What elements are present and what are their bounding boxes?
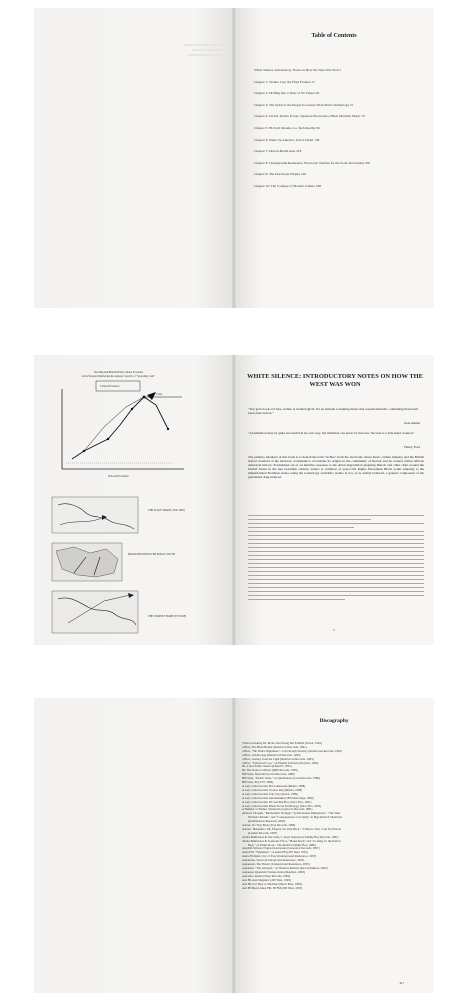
toc-entry: Chapter 4: Global Techno Power: Japanese Electronica, Black Machine Music 70	[254, 114, 365, 119]
discography-entry: 69, 4 Jazz Funk Classics (Planet E, 1991)	[242, 765, 292, 769]
discography-entry: 808 State, "Pacific State," on Quadrastate (Creed Records, 1989)	[242, 777, 320, 781]
book-spread-discography	[34, 698, 434, 993]
discography-entry: A Guy Called Gerald, Voodoo Ray (Rham!, 1988)	[242, 788, 303, 792]
chapter-page	[234, 355, 434, 645]
map-label-journey-home: THE JOURNEY HOME (FUTURE)	[148, 615, 187, 618]
discography-entry: 808 State, 90 (ZTT, 1989)	[242, 781, 274, 785]
figure-page	[34, 355, 234, 645]
discography-entry: A Guy Called Gerald, Trip City (Avatar, 1989)	[242, 792, 298, 796]
discography-entry: Afrika Bambaataa & Soulsonic Force, "Planet Rock" and "Looking for the Perfect	[242, 839, 341, 843]
blank-left-page	[34, 8, 234, 308]
figure-label-cyber: Cyber	[156, 393, 163, 396]
toc-entry: White Silence: Introductory Notes on How the West Was Won 5	[254, 68, 341, 72]
discography-entry: A Guy Called Gerald, 28 Gun Bad Boy (Juice Box, 1991)	[242, 800, 312, 804]
discography-entry: 4 Hero, "Universal Love," on Parallel Universe (Polydor, 1994)	[242, 761, 319, 765]
toc-entry: Chapter 1: Techno City, the Final Frontier 17	[254, 79, 316, 84]
discography-title: Discography	[319, 718, 349, 724]
epigraph-attribution: Juan Atkins	[404, 421, 420, 425]
discography-entry: Afrika Bambaataa & The Jazzy 5, Jazzy Sensation (Tommy Boy Records, 1981)	[242, 835, 339, 839]
evolution-chart-figure	[44, 367, 220, 485]
page-number: 5	[333, 628, 335, 632]
discography-entry: Alien FM, "Nightman," on Alien FM (430 West, 1991)	[242, 851, 308, 855]
discography-entry: Beat," on Planet Rock - The Album (Tommy Boy, 1986)	[248, 843, 316, 847]
blank-left-page	[34, 698, 234, 993]
discography-entry: Aux 88, Aux Magnetic (430 West, 1993)	[242, 878, 291, 882]
discography-entry: 4 Hero, "Mr. Kirk's Nightmare," on In Rough Territory (Reinforced Records, 1991)	[242, 749, 342, 753]
discography-entry: Aquanaut, Quantum Transportation (Rephlex, 2003)	[242, 870, 305, 874]
figure-heading: in the Western Manifesting Recognized Capacity of "Spreading Cash"	[82, 375, 155, 378]
toc-entry: Chapter 2: Drifting Into a Time of No Future 26	[254, 91, 320, 96]
discography-entry: A Guy Called Gerald, Black Secret Technology (Juice Box, 1995)	[242, 804, 322, 808]
discography-entry: 4 Hero, Golden Age (Reinforced Records, 1993)	[242, 753, 301, 757]
discography-entry: Autechre, Amber (Warp Records, 1994)	[242, 874, 290, 878]
toc-entry: Chapter 10: The Collapse of Modern Culture 348	[254, 183, 321, 188]
discography-entry: Aux 88, Is it Man or Machine (Direct Beat, 1996)	[242, 882, 302, 886]
evolution-chart	[44, 367, 220, 485]
discography-entry: 3 Piece featuring Dr. Motte, Der Klang Der Familie (Tresor, 1992)	[242, 742, 322, 745]
discography-entry: Aquanaut, "The Analysis," on Wireless Internet (Record Makers, 2002)	[242, 867, 328, 870]
body-paragraph: The primary intention of this book is to detach the term "techno" from the electronic dance music culture industry and the British lexical standard of the hardcore continuum to reconsider its origins in the community of Detroit and its context within African American history. Formulated out of an intuitive response to the urban degradation plaguing Detroit and other cities around the United States in the late twentieth century, techno is evidence of post-Civil Rights Movement Black youth adapting to the industrialized Northern states, using the technology available; techno is not, as is widely believed, a generic component of the globalized drug-induced	[248, 455, 424, 480]
migration-maps	[44, 495, 220, 637]
show-through-text	[188, 54, 228, 56]
toc-entry: Chapter 6: Wake Up America, You're Dead! 148	[254, 137, 320, 142]
map-label-migration: MIGRATION FROM THE RURAL SOUTH	[128, 553, 175, 556]
epigraph-quote: "You gotta look at it like, techno is technological. It's an attitude to making music that sounds futuristic, something that hasn't been done before."	[248, 407, 419, 416]
discography-entry: 69, The Sound of Music (R&S Records, 1995)	[242, 769, 298, 773]
discography-page	[234, 698, 434, 993]
discography-entry: Abstract Thought, "Biomorphic Triangle," Synchronized Dimensions," "The West	[242, 812, 341, 816]
chapter-title: WHITE SILENCE: INTRODUCTORY NOTES ON HOW THE WEST WAS WON	[247, 373, 423, 388]
discography-entry: 4 Hero, Journey from the Light (Reinforced Records, 1993)	[242, 757, 314, 761]
book-spread-chapter	[34, 355, 434, 645]
figure-box-label: Cultural Evolution	[100, 385, 120, 388]
epigraph-quote: "An imitation may be quite successful in its own way, but imitation can never be Success. Success is a first-hand creation."	[248, 431, 415, 435]
epigraph-attribution: Henry Ford	[404, 445, 420, 449]
discography-entry: Andre Holland, City of Your (Underground Resistance, 1997)	[242, 855, 317, 859]
discography-list	[242, 742, 428, 890]
figure-heading: Don Mischell/Mitchell/Plan Cultural Evolution	[94, 371, 144, 374]
discography-entry: A Number of Names, Sharevari (Capriccio Records, 1981)	[242, 808, 313, 812]
toc-entry: Chapter 7: Detroit-Berlin Axis 218	[254, 149, 302, 154]
toc-title: Table of Contents	[311, 33, 357, 39]
discography-entry: Aquanauts, The Titanic (Underground Resistance, 2005)	[242, 863, 310, 867]
discography-entry: Adonis, No Way Back (Trax Records, 1986)	[242, 824, 296, 828]
discography-entry: 4 Hero, The Head Hunter (Reinforced Records, 1991)	[242, 745, 307, 749]
discography-entry: Aquanauts, Spawn (Underground Resistance, 2003)	[242, 859, 305, 863]
book-gutter	[232, 8, 236, 308]
book-spread-contents	[34, 8, 434, 308]
toc-entry: Chapter 9: The Drexciyan Empire 318	[254, 172, 307, 177]
book-gutter	[232, 355, 236, 645]
show-through-text	[192, 49, 228, 51]
migration-maps-figure	[44, 495, 220, 637]
toc-entry: Chapter 3: The Spirit of the People Is Greater Than Man's Technology 51	[254, 102, 354, 107]
discography-entry: (Landen Records, 1987)	[248, 831, 278, 835]
toc-list	[254, 68, 424, 196]
figure-axis-label: Time and Evolution	[108, 475, 129, 478]
toc-page	[234, 8, 434, 308]
toc-entry: Chapter 8: Underground Resistance: Electronic Warfare for the Sonic Revolution 250	[254, 160, 370, 165]
discography-entry: Aux 88 Meets Alien FM, 88 FM (430 West, 1995)	[242, 886, 303, 890]
discography-entry: A Guy Called Gerald, Hot Lemonade (Rham!, 1988)	[242, 784, 306, 788]
footnotes-block	[248, 515, 424, 603]
show-through-text	[184, 44, 228, 46]
discography-entry: A Guy Called Gerald, Automanikk (CBS/Subterfuge, 1990)	[242, 796, 314, 800]
discography-entry: 808 State, Newbuild (Creed Records, 1988)	[242, 773, 295, 777]
toc-entry: Chapter 5: Hi-Tech Dreams, Lo-Tech Reality 96	[254, 125, 320, 130]
book-gutter	[232, 698, 236, 993]
discography-entry: (Kombination Research, 2005)	[248, 820, 286, 824]
discography-entry: Woman's Pursuit," and "Consequences of Cloning" on Hypothetical Situations	[248, 816, 343, 820]
discography-entry: Aleph/D-Wilson, Enginoid-surrender (Generator Records, 1997)	[242, 847, 320, 851]
page-number: 417	[399, 981, 404, 985]
map-label-slave-trade: THE SLAVE TRADE (1500-1800)	[148, 509, 185, 512]
discography-entry: Adonis / Benjamin / Mr. Fingers, No Way Back / "I Want to Jack / Can You Feel It	[242, 827, 342, 831]
